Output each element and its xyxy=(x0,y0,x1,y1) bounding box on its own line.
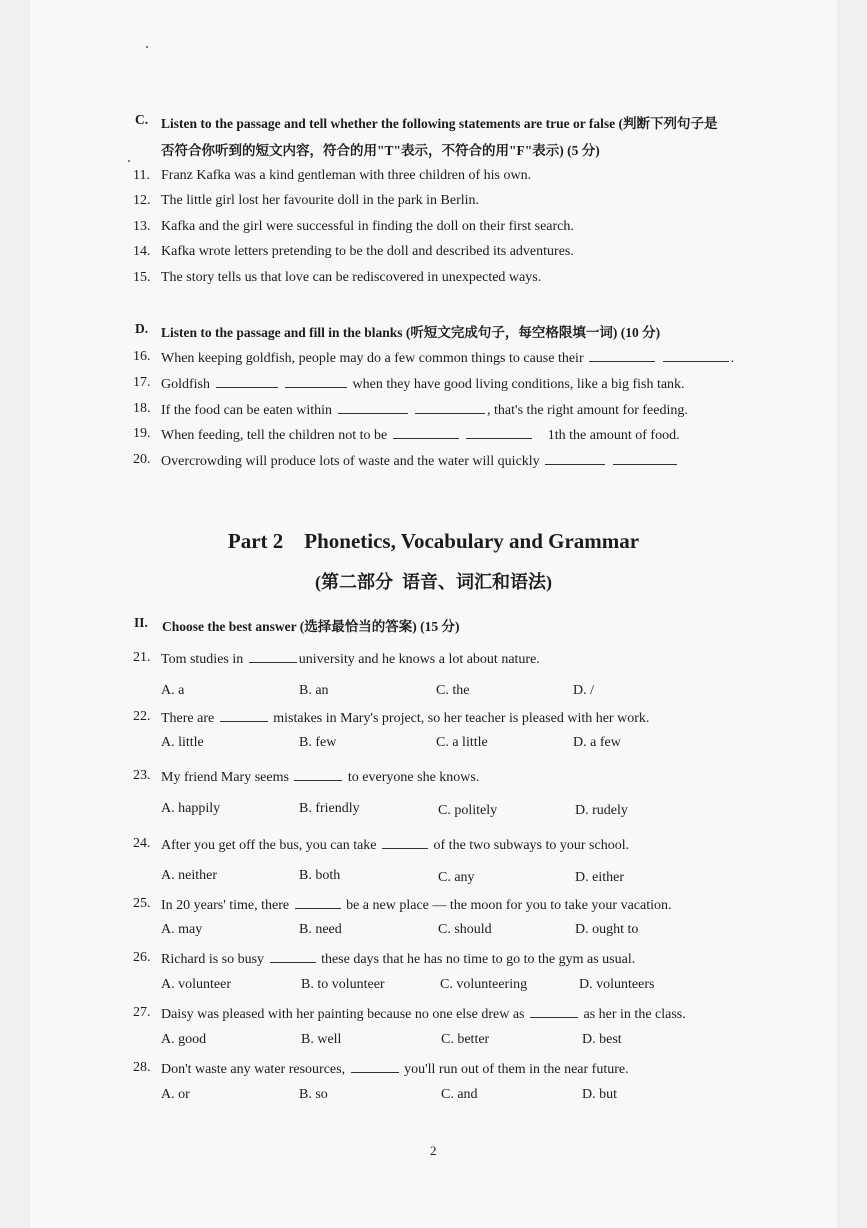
item-number: 15. xyxy=(133,270,151,285)
stem-end: to everyone she knows. xyxy=(347,770,480,785)
answer-blank[interactable] xyxy=(663,349,729,362)
option-a[interactable]: A. volunteer xyxy=(161,977,231,992)
item-number: 16. xyxy=(133,349,151,364)
stem-end: be a new place — the moon for you to take your vacation. xyxy=(346,898,672,913)
sentence-end: , that's the right amount for feeding. xyxy=(487,403,688,418)
question-stem xyxy=(161,709,649,727)
answer-blank[interactable] xyxy=(545,452,605,465)
question-stem xyxy=(161,1005,686,1023)
answer-blank[interactable] xyxy=(295,896,341,909)
item-number: 20. xyxy=(133,452,151,467)
option-a[interactable]: A. a xyxy=(161,683,185,698)
question-number: 26. xyxy=(133,950,151,965)
stem-start: After you get off the bus, you can take xyxy=(161,838,377,853)
option-c[interactable]: C. better xyxy=(441,1032,490,1047)
part-title: Part 2 Phonetics, Vocabulary and Grammar xyxy=(227,529,640,553)
stem-end: mistakes in Mary's project, so her teacher is pleased with her work. xyxy=(273,711,650,726)
scan-speck xyxy=(128,160,130,162)
option-d[interactable]: D. rudely xyxy=(575,803,628,818)
question-stem xyxy=(161,650,540,668)
scan-speck xyxy=(146,46,148,48)
answer-blank[interactable] xyxy=(249,650,297,663)
option-a[interactable]: A. little xyxy=(161,735,204,750)
answer-blank[interactable] xyxy=(589,349,655,362)
answer-blank[interactable] xyxy=(613,452,677,465)
answer-blank[interactable] xyxy=(466,426,532,439)
statement-text: Franz Kafka was a kind gentleman with three children of his own. xyxy=(161,168,532,183)
stem-start: There are xyxy=(161,711,215,726)
sentence-start: When feeding, tell the children not to be xyxy=(161,428,388,443)
option-d[interactable]: D. a few xyxy=(573,735,621,750)
exam-page xyxy=(30,0,837,1228)
option-a[interactable]: A. may xyxy=(161,922,203,937)
option-c[interactable]: C. and xyxy=(441,1087,478,1102)
section-ii-instruction: Choose the best answer (选择最恰当的答案) (15 分) xyxy=(162,619,460,634)
stem-start: Tom studies in xyxy=(161,652,244,667)
option-c[interactable]: C. a little xyxy=(436,735,488,750)
question-stem xyxy=(161,896,671,914)
stem-end: as her in the class. xyxy=(583,1007,686,1022)
sentence-start: Goldfish xyxy=(161,377,210,392)
part-subtitle: (第二部分 语音、词汇和语法) xyxy=(315,572,552,592)
option-c[interactable]: C. the xyxy=(436,683,470,698)
stem-start: Don't waste any water resources, xyxy=(161,1062,346,1077)
fill-sentence xyxy=(161,375,685,393)
statement-text: The story tells us that love can be rediscovered in unexpected ways. xyxy=(161,270,542,285)
fill-sentence xyxy=(161,452,679,470)
option-b[interactable]: B. both xyxy=(299,868,341,883)
question-stem xyxy=(161,836,629,854)
item-number: 12. xyxy=(133,193,151,208)
fill-sentence xyxy=(161,349,734,367)
answer-blank[interactable] xyxy=(530,1005,578,1018)
option-b[interactable]: B. few xyxy=(299,735,337,750)
fill-sentence xyxy=(161,426,680,444)
section-ii-label: II. xyxy=(134,615,148,630)
sentence-end: 1th the amount of food. xyxy=(547,428,680,443)
question-stem xyxy=(161,1060,629,1078)
question-number: 28. xyxy=(133,1060,151,1075)
option-b[interactable]: B. to volunteer xyxy=(301,977,385,992)
question-stem xyxy=(161,950,635,968)
option-c[interactable]: C. volunteering xyxy=(440,977,528,992)
statement-text: The little girl lost her favourite doll in the park in Berlin. xyxy=(161,193,480,208)
question-number: 24. xyxy=(133,836,151,851)
section-d-instruction: Listen to the passage and fill in the blanks (听短文完成句子，每空格限填一词) (10 分) xyxy=(161,325,661,340)
item-number: 13. xyxy=(133,219,151,234)
option-b[interactable]: B. need xyxy=(299,922,342,937)
sentence-end: . xyxy=(730,351,735,366)
answer-blank[interactable] xyxy=(338,401,408,414)
section-c-instruction-line2: 否符合你听到的短文内容，符合的用"T"表示，不符合的用"F"表示) (5 分) xyxy=(161,143,600,158)
answer-blank[interactable] xyxy=(216,375,278,388)
stem-end: of the two subways to your school. xyxy=(433,838,630,853)
sentence-start: If the food can be eaten within xyxy=(161,403,333,418)
option-d[interactable]: D. but xyxy=(582,1087,617,1102)
question-number: 21. xyxy=(133,650,151,665)
item-number: 17. xyxy=(133,375,151,390)
option-d[interactable]: D. either xyxy=(575,870,624,885)
stem-end: these days that he has no time to go to the gym as usual. xyxy=(321,952,636,967)
answer-blank[interactable] xyxy=(270,950,316,963)
stem-start: Daisy was pleased with her painting because no one else drew as xyxy=(161,1007,525,1022)
answer-blank[interactable] xyxy=(285,375,347,388)
stem-end: you'll run out of them in the near future. xyxy=(404,1062,629,1077)
option-d[interactable]: D. best xyxy=(582,1032,622,1047)
stem-start: Richard is so busy xyxy=(161,952,265,967)
option-c[interactable]: C. politely xyxy=(438,803,498,818)
question-number: 22. xyxy=(133,709,151,724)
option-d[interactable]: D. / xyxy=(573,683,594,698)
section-c-instruction-line1: Listen to the passage and tell whether the following statements are true or false (判断下列句子是 xyxy=(161,116,718,131)
question-number: 23. xyxy=(133,768,151,783)
stem-start: In 20 years' time, there xyxy=(161,898,290,913)
statement-text: Kafka and the girl were successful in finding the doll on their first search. xyxy=(161,219,574,234)
option-a[interactable]: A. good xyxy=(161,1032,207,1047)
item-number: 19. xyxy=(133,426,151,441)
sentence-end: when they have good living conditions, like a big fish tank. xyxy=(352,377,685,392)
option-a[interactable]: A. or xyxy=(161,1087,190,1102)
question-number: 27. xyxy=(133,1005,151,1020)
fill-sentence xyxy=(161,401,688,419)
item-number: 14. xyxy=(133,244,151,259)
answer-blank[interactable] xyxy=(351,1060,399,1073)
question-number: 25. xyxy=(133,896,151,911)
statement-text: Kafka wrote letters pretending to be the doll and described its adventures. xyxy=(161,244,574,259)
item-number: 11. xyxy=(133,168,150,183)
option-c[interactable]: C. should xyxy=(438,922,492,937)
option-b[interactable]: B. well xyxy=(301,1032,342,1047)
option-b[interactable]: B. an xyxy=(299,683,329,698)
question-stem xyxy=(161,768,479,786)
stem-start: My friend Mary seems xyxy=(161,770,289,785)
item-number: 18. xyxy=(133,401,151,416)
answer-blank[interactable] xyxy=(393,426,459,439)
option-c[interactable]: C. any xyxy=(438,870,475,885)
sentence-start: When keeping goldfish, people may do a few common things to cause their xyxy=(161,351,584,366)
option-b[interactable]: B. so xyxy=(299,1087,328,1102)
section-c-label: C. xyxy=(135,112,149,127)
answer-blank[interactable] xyxy=(382,836,428,849)
answer-blank[interactable] xyxy=(294,768,342,781)
option-d[interactable]: D. volunteers xyxy=(579,977,655,992)
option-d[interactable]: D. ought to xyxy=(575,922,639,937)
answer-blank[interactable] xyxy=(415,401,485,414)
sentence-start: Overcrowding will produce lots of waste and the water will quickly xyxy=(161,454,540,469)
option-a[interactable]: A. happily xyxy=(161,801,221,816)
option-b[interactable]: B. friendly xyxy=(299,801,360,816)
option-a[interactable]: A. neither xyxy=(161,868,217,883)
page-number: 2 xyxy=(430,1143,437,1158)
answer-blank[interactable] xyxy=(220,709,268,722)
section-d-label: D. xyxy=(135,321,149,336)
stem-end: university and he knows a lot about nature. xyxy=(298,652,540,667)
